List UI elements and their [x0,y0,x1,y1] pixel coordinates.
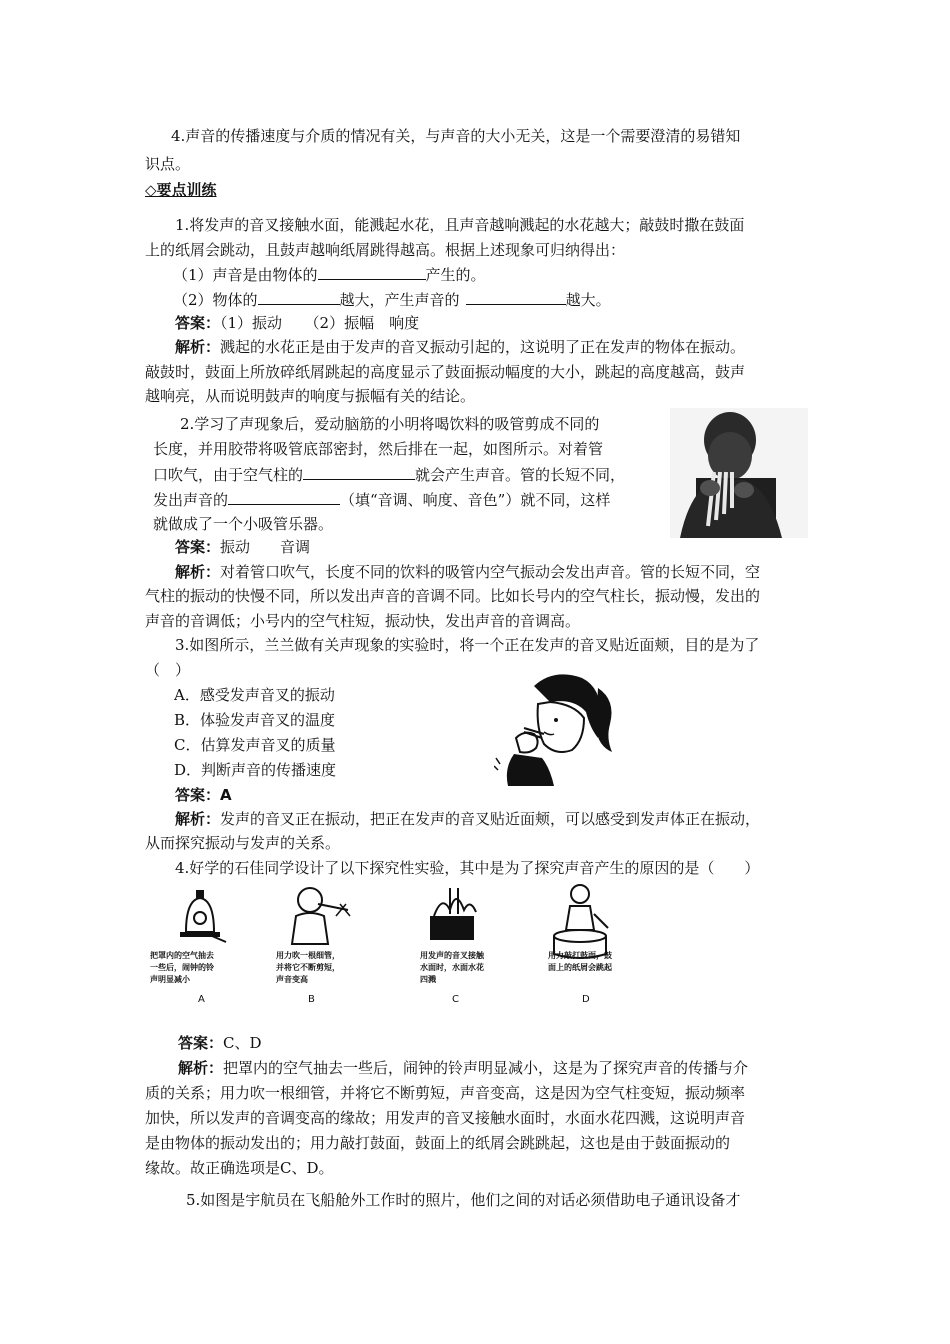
answer-line [178,1033,262,1053]
answer-label: 答案： [175,314,221,332]
caption-c [420,950,484,986]
answer-label: 答案： [175,786,221,804]
analysis-text: 把罩内的空气抽去一些后，闹钟的铃声明显减小，这是为了探究声音的传播与介 [223,1059,749,1077]
analysis-line: 缘故。故正确选项是C、D。 [145,1159,334,1177]
analysis-line [175,337,745,357]
drum-icon [554,885,608,958]
caption-d [548,950,612,974]
caption-text: 用力敲打鼓面，鼓 面上的纸屑会跳起 [548,951,612,972]
q2-text: 发出声音的 [153,491,229,509]
fill-blank [228,489,340,505]
analysis-text: 对着管口吹气，长度不同的饮料的吸管内空气振动会发出声音。管的长短不同，空 [220,563,761,581]
section-title: ◇要点训练 [145,181,217,199]
boy-straw-photo [670,408,808,538]
question-3-line: 3.如图所示，兰兰做有关声现象的实验时，将一个正在发声的音叉贴近面颊，目的是为了 [175,636,760,654]
note-line: 识点。 [145,155,191,173]
sub-text: （2）物体的 [173,291,258,309]
analysis-line [178,1058,748,1078]
option-b: B．体验发声音叉的温度 [174,711,336,729]
label-a: A [198,994,205,1005]
caption-text: 用发声的音叉接触 水面时，水面水花 四溅 [420,951,484,984]
analysis-line: 从而探究振动与发声的关系。 [145,834,341,852]
question-2-line: 2.学习了声现象后，爱动脑筋的小明将喝饮料的吸管剪成不同的 [180,415,600,433]
option-a: A．感受发声音叉的振动 [174,686,335,704]
caption-b [276,950,340,986]
q2-text: 口吹气，由于空气柱的 [153,466,304,484]
man-blowing-tube-icon [292,888,350,944]
sub-text: 越大，产生声音的 [339,291,460,309]
label-d: D [582,994,590,1005]
question-2-line [153,464,625,485]
option-c: C．估算发声音叉的质量 [174,736,336,754]
fill-blank [466,289,566,305]
experiment-figures [150,880,790,1010]
answer-text: C、D [223,1034,262,1052]
answer-line [175,785,232,805]
question-3-line: （ ） [145,661,191,679]
question-1-sub-1 [173,264,486,285]
sub-text: （1）声音是由物体的 [173,266,318,284]
answer-text: 振动 音调 [220,538,311,556]
question-2-line [153,489,610,510]
analysis-text: 溅起的水花正是由于发声的音叉振动引起的，这说明了正在发声的物体在振动。 [220,338,746,356]
analysis-label: 解析： [175,810,221,828]
analysis-label: 解析： [178,1059,224,1077]
answer-label: 答案： [175,538,221,556]
answer-line [175,313,419,333]
question-4-line: 4.好学的石佳同学设计了以下探究性实验，其中是为了探究声音产生的原因的是（ ） [175,859,760,877]
analysis-line: 越响亮，从而说明鼓声的响度与振幅有关的结论。 [145,387,476,405]
label-b: B [308,994,315,1005]
caption-text: 用力吹一根细管， 并将它不断剪短， 声音变高 [276,951,340,984]
fill-blank [303,464,415,480]
question-1-line: 上的纸屑会跳动，且鼓声越响纸屑跳得越高。根据上述现象可归纳得出： [145,241,626,259]
caption-text: 把罩内的空气抽去 一些后，闹钟的铃 声明显减小 [150,951,214,984]
label-c: C [452,994,459,1005]
analysis-line: 是由物体的振动发出的；用力敲打鼓面，鼓面上的纸屑会跳跳起，这也是由于鼓面振动的 [145,1134,731,1152]
analysis-line [175,809,760,829]
question-1-line: 1.将发声的音叉接触水面，能溅起水花，且声音越响溅起的水花越大；敲鼓时撒在鼓面 [175,216,745,234]
answer-line [175,537,310,557]
q2-text: 就会产生声音。管的长短不同， [415,466,626,484]
question-1-sub-2 [173,289,611,310]
question-2-line: 就做成了一个小吸管乐器。 [153,515,334,533]
fill-blank [258,289,340,305]
tuning-fork-water-icon [430,888,476,940]
girl-tuning-fork-illustration [494,668,618,786]
analysis-line: 加快，所以发声的音调变高的缘故；用发声的音叉接触水面时，水面水花四溅，这说明声音 [145,1109,746,1127]
question-5-line: 5.如图是宇航员在飞船舱外工作时的照片，他们之间的对话必须借助电子通讯设备才 [186,1191,741,1209]
answer-label: 答案： [178,1034,224,1052]
bell-jar-icon [180,890,226,942]
note-line: 4.声音的传播速度与介质的情况有关，与声音的大小无关，这是一个需要澄清的易错知 [171,127,741,145]
answer-text: A [220,786,232,804]
sub-text: 产生的。 [425,266,486,284]
q2-text: （填“音调、响度、音色”）就不同，这样 [340,491,611,509]
analysis-line: 气柱的振动的快慢不同，所以发出声音的音调不同。比如长号内的空气柱长，振动慢，发出的 [145,587,761,605]
analysis-line: 质的关系；用力吹一根细管，并将它不断剪短，声音变高，这是因为空气柱变短，振动频率 [145,1084,746,1102]
analysis-line: 声音的音调低；小号内的空气柱短，振动快，发出声音的音调高。 [145,612,581,630]
analysis-text: 发声的音叉正在振动，把正在发声的音叉贴近面颊，可以感受到发声体正在振动， [220,810,761,828]
analysis-line [175,562,760,582]
question-2-line: 长度，并用胶带将吸管底部密封，然后排在一起，如图所示。对着管 [153,440,604,458]
caption-a [150,950,214,986]
analysis-label: 解析： [175,563,221,581]
option-d: D．判断声音的传播速度 [174,761,337,779]
answer-text: （1）振动 （2）振幅 响度 [220,314,420,332]
sub-text: 越大。 [565,291,611,309]
fill-blank [318,264,426,280]
analysis-label: 解析： [175,338,221,356]
analysis-line: 敲鼓时，鼓面上所放碎纸屑跳起的高度显示了鼓面振动幅度的大小，跳起的高度越高，鼓声 [145,363,746,381]
